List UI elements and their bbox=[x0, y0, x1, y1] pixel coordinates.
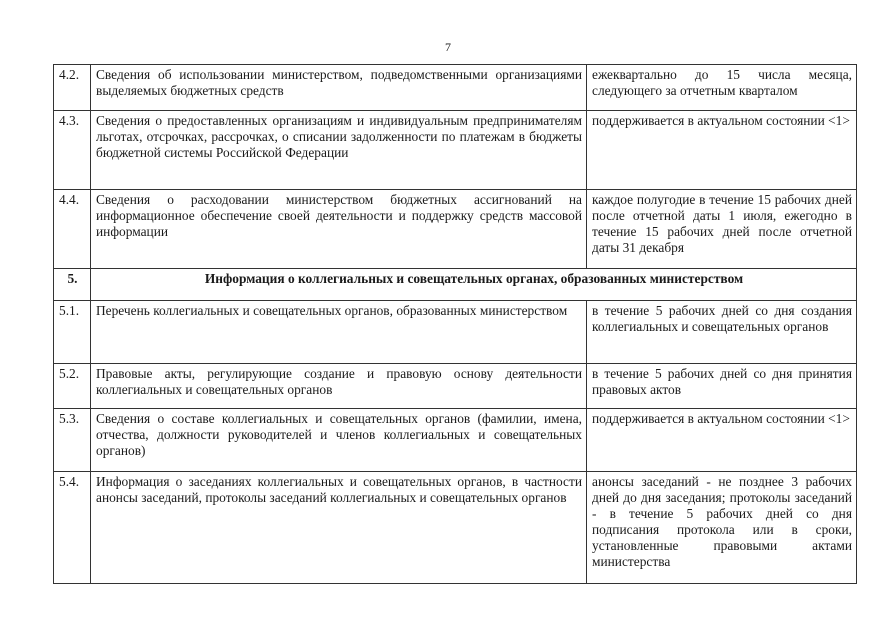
section-number: 5. bbox=[54, 269, 91, 301]
row-term: поддерживается в актуальном состоянии <1> bbox=[587, 111, 857, 190]
row-description: Информация о заседаниях коллегиальных и совещательных органов, в частности анонсы заседаний, протоколы заседаний коллегиальных и совещательных органов bbox=[91, 472, 587, 584]
row-term: каждое полугодие в течение 15 рабочих дней после отчетной даты 1 июля, ежегодно в течение 15 рабочих дней после отчетной даты 31 декабря bbox=[587, 190, 857, 269]
row-number: 4.2. bbox=[54, 65, 91, 111]
row-description: Правовые акты, регулирующие создание и правовую основу деятельности коллегиальных и совещательных органов bbox=[91, 364, 587, 409]
row-description: Сведения об использовании министерством, подведомственными организациями выделяемых бюджетных средств bbox=[91, 65, 587, 111]
table-row bbox=[54, 409, 857, 472]
row-description: Сведения о составе коллегиальных и совещательных органов (фамилии, имена, отчества, должности руководителей и членов коллегиальных и совещательных органов) bbox=[91, 409, 587, 472]
page-number: 7 bbox=[445, 40, 451, 54]
row-term: в течение 5 рабочих дней со дня принятия правовых актов bbox=[587, 364, 857, 409]
row-number: 5.1. bbox=[54, 301, 91, 364]
row-number: 4.3. bbox=[54, 111, 91, 190]
row-number: 4.4. bbox=[54, 190, 91, 269]
row-description: Перечень коллегиальных и совещательных органов, образованных министерством bbox=[91, 301, 587, 364]
table-row bbox=[54, 301, 857, 364]
section-header-row bbox=[54, 269, 857, 301]
table-row bbox=[54, 364, 857, 409]
row-term: ежеквартально до 15 числа месяца, следующего за отчетным кварталом bbox=[587, 65, 857, 111]
table-row bbox=[54, 472, 857, 584]
table-row bbox=[54, 65, 857, 111]
table-row bbox=[54, 190, 857, 269]
row-number: 5.4. bbox=[54, 472, 91, 584]
row-description: Сведения о расходовании министерством бюджетных ассигнований на информационное обеспечение своей деятельности и поддержку средств массовой информации bbox=[91, 190, 587, 269]
row-term: анонсы заседаний - не позднее 3 рабочих дней до дня заседания; протоколы заседаний - в течение 5 рабочих дней со дня подписания протокола или в сроки, установленные правовыми актами министерства bbox=[587, 472, 857, 584]
row-term: в течение 5 рабочих дней со дня создания коллегиальных и совещательных органов bbox=[587, 301, 857, 364]
row-description: Сведения о предоставленных организациям и индивидуальным предпринимателям льготах, отсрочках, рассрочках, о списании задолженности по платежам в бюджеты бюджетной системы Российской Федерации bbox=[91, 111, 587, 190]
row-number: 5.3. bbox=[54, 409, 91, 472]
disclosure-table bbox=[53, 64, 857, 584]
table-row bbox=[54, 111, 857, 190]
section-title: Информация о коллегиальных и совещательных органах, образованных министерством bbox=[91, 269, 857, 301]
row-term: поддерживается в актуальном состоянии <1> bbox=[587, 409, 857, 472]
row-number: 5.2. bbox=[54, 364, 91, 409]
